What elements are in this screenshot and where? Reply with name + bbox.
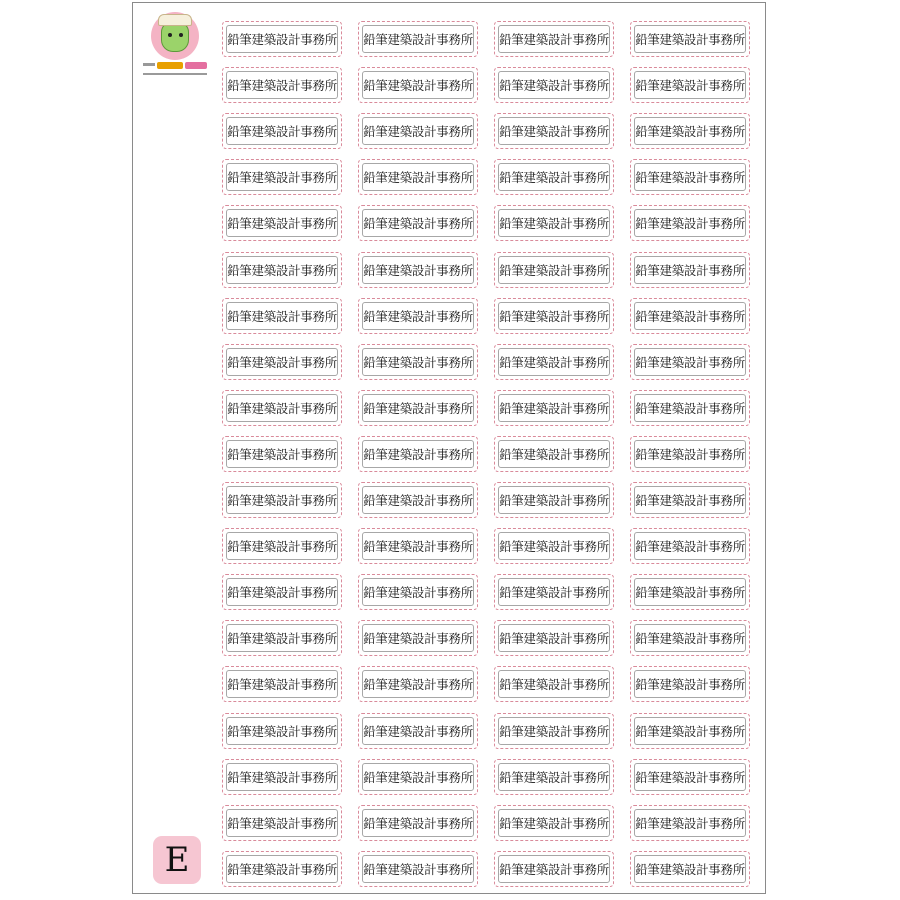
name-label-text: 鉛筆建築設計事務所 <box>499 124 609 139</box>
name-label <box>222 390 342 426</box>
name-label <box>630 298 750 334</box>
name-label <box>222 666 342 702</box>
name-label-text: 鉛筆建築設計事務所 <box>635 539 745 554</box>
name-label-text: 鉛筆建築設計事務所 <box>227 724 337 739</box>
name-label-text: 鉛筆建築設計事務所 <box>499 32 609 47</box>
name-label <box>494 67 614 103</box>
name-label-frame <box>634 25 746 53</box>
name-label <box>494 666 614 702</box>
name-label-frame <box>634 532 746 560</box>
name-label <box>358 113 478 149</box>
name-label-text: 鉛筆建築設計事務所 <box>363 355 473 370</box>
name-label-frame <box>634 163 746 191</box>
name-label-text: 鉛筆建築設計事務所 <box>227 355 337 370</box>
name-label <box>222 759 342 795</box>
name-label-frame <box>498 440 610 468</box>
name-label-frame <box>634 256 746 284</box>
name-label-frame <box>362 670 474 698</box>
name-label <box>358 713 478 749</box>
name-label-text: 鉛筆建築設計事務所 <box>227 78 337 93</box>
sheet-type-letter: E <box>164 840 190 880</box>
name-label-frame <box>362 348 474 376</box>
name-label-text: 鉛筆建築設計事務所 <box>499 78 609 93</box>
name-label-frame <box>226 440 338 468</box>
name-label-frame <box>634 809 746 837</box>
name-label <box>494 620 614 656</box>
name-label-frame <box>226 624 338 652</box>
name-label <box>494 851 614 887</box>
name-label-frame <box>498 25 610 53</box>
name-label-frame <box>362 256 474 284</box>
name-label <box>358 574 478 610</box>
name-label-frame <box>498 855 610 883</box>
name-label-frame <box>498 302 610 330</box>
name-label-text: 鉛筆建築設計事務所 <box>499 355 609 370</box>
name-label-frame <box>498 578 610 606</box>
name-label-frame <box>634 855 746 883</box>
name-label-text: 鉛筆建築設計事務所 <box>363 32 473 47</box>
name-label-frame <box>634 394 746 422</box>
name-label-text: 鉛筆建築設計事務所 <box>635 401 745 416</box>
name-label <box>494 759 614 795</box>
name-label-text: 鉛筆建築設計事務所 <box>363 124 473 139</box>
name-label <box>494 205 614 241</box>
name-label-text: 鉛筆建築設計事務所 <box>227 401 337 416</box>
name-label-text: 鉛筆建築設計事務所 <box>363 447 473 462</box>
name-label-frame <box>226 302 338 330</box>
name-label-frame <box>362 855 474 883</box>
name-label-frame <box>498 486 610 514</box>
name-label-frame <box>498 163 610 191</box>
name-label <box>222 528 342 564</box>
name-label-frame <box>362 71 474 99</box>
sheet-type-badge <box>153 836 201 884</box>
name-label-text: 鉛筆建築設計事務所 <box>499 816 609 831</box>
name-label <box>494 21 614 57</box>
name-label-text: 鉛筆建築設計事務所 <box>635 816 745 831</box>
name-label <box>358 528 478 564</box>
name-label-frame <box>634 440 746 468</box>
name-label-text: 鉛筆建築設計事務所 <box>635 770 745 785</box>
name-label-frame <box>226 532 338 560</box>
name-label <box>222 67 342 103</box>
name-label <box>630 713 750 749</box>
name-label <box>630 21 750 57</box>
mascot-logo-icon <box>141 10 209 80</box>
name-label-text: 鉛筆建築設計事務所 <box>635 724 745 739</box>
name-label-frame <box>226 348 338 376</box>
name-label-frame <box>634 209 746 237</box>
name-label <box>222 713 342 749</box>
name-label-text: 鉛筆建築設計事務所 <box>499 539 609 554</box>
name-label <box>358 21 478 57</box>
name-label-text: 鉛筆建築設計事務所 <box>227 32 337 47</box>
name-label-frame <box>362 209 474 237</box>
name-label-frame <box>226 117 338 145</box>
name-label-frame <box>226 809 338 837</box>
name-label-frame <box>362 486 474 514</box>
name-label-text: 鉛筆建築設計事務所 <box>227 862 337 877</box>
name-label <box>358 159 478 195</box>
name-label <box>358 298 478 334</box>
name-label <box>630 620 750 656</box>
name-label-text: 鉛筆建築設計事務所 <box>227 309 337 324</box>
name-label-text: 鉛筆建築設計事務所 <box>363 724 473 739</box>
name-label <box>358 252 478 288</box>
name-label-text: 鉛筆建築設計事務所 <box>635 631 745 646</box>
name-label <box>494 574 614 610</box>
name-label-text: 鉛筆建築設計事務所 <box>227 631 337 646</box>
name-label <box>630 851 750 887</box>
name-label-frame <box>362 532 474 560</box>
name-label <box>494 298 614 334</box>
name-label-text: 鉛筆建築設計事務所 <box>499 309 609 324</box>
name-label-text: 鉛筆建築設計事務所 <box>499 447 609 462</box>
name-label-text: 鉛筆建築設計事務所 <box>227 585 337 600</box>
name-label-text: 鉛筆建築設計事務所 <box>635 447 745 462</box>
name-label-text: 鉛筆建築設計事務所 <box>363 216 473 231</box>
name-label-text: 鉛筆建築設計事務所 <box>635 355 745 370</box>
name-label-frame <box>498 117 610 145</box>
name-label <box>630 436 750 472</box>
name-label-frame <box>362 578 474 606</box>
name-label-frame <box>634 763 746 791</box>
name-label-frame <box>634 624 746 652</box>
name-label-text: 鉛筆建築設計事務所 <box>363 585 473 600</box>
name-label <box>222 159 342 195</box>
name-label-text: 鉛筆建築設計事務所 <box>227 263 337 278</box>
name-label-text: 鉛筆建築設計事務所 <box>363 677 473 692</box>
name-label-text: 鉛筆建築設計事務所 <box>227 539 337 554</box>
name-label <box>358 436 478 472</box>
name-label <box>222 851 342 887</box>
name-label-frame <box>226 256 338 284</box>
name-label-frame <box>362 624 474 652</box>
name-label <box>222 298 342 334</box>
name-label-text: 鉛筆建築設計事務所 <box>363 170 473 185</box>
name-label-frame <box>362 25 474 53</box>
name-label-text: 鉛筆建築設計事務所 <box>363 401 473 416</box>
name-label <box>358 666 478 702</box>
name-label-text: 鉛筆建築設計事務所 <box>363 770 473 785</box>
name-label <box>494 344 614 380</box>
name-label-text: 鉛筆建築設計事務所 <box>499 724 609 739</box>
name-label <box>630 528 750 564</box>
name-label-frame <box>226 717 338 745</box>
name-label <box>222 620 342 656</box>
name-label <box>494 390 614 426</box>
name-label-frame <box>498 624 610 652</box>
name-label-text: 鉛筆建築設計事務所 <box>227 816 337 831</box>
name-label <box>358 390 478 426</box>
name-label-text: 鉛筆建築設計事務所 <box>635 862 745 877</box>
name-label <box>494 252 614 288</box>
name-label-frame <box>498 717 610 745</box>
name-label <box>358 205 478 241</box>
name-label-frame <box>634 486 746 514</box>
name-label-frame <box>634 348 746 376</box>
name-label-text: 鉛筆建築設計事務所 <box>227 170 337 185</box>
name-label <box>358 851 478 887</box>
name-label <box>494 159 614 195</box>
name-label-text: 鉛筆建築設計事務所 <box>363 309 473 324</box>
name-label <box>358 620 478 656</box>
name-label <box>630 482 750 518</box>
name-label <box>494 805 614 841</box>
name-label-frame <box>226 486 338 514</box>
name-label-text: 鉛筆建築設計事務所 <box>499 631 609 646</box>
name-label-text: 鉛筆建築設計事務所 <box>363 631 473 646</box>
name-label-text: 鉛筆建築設計事務所 <box>227 447 337 462</box>
name-label <box>630 759 750 795</box>
name-label-text: 鉛筆建築設計事務所 <box>363 862 473 877</box>
name-label-text: 鉛筆建築設計事務所 <box>499 493 609 508</box>
name-label-frame <box>226 763 338 791</box>
name-label-frame <box>634 717 746 745</box>
name-label-text: 鉛筆建築設計事務所 <box>363 78 473 93</box>
name-label-text: 鉛筆建築設計事務所 <box>499 216 609 231</box>
name-label <box>222 113 342 149</box>
name-label <box>222 805 342 841</box>
name-label-text: 鉛筆建築設計事務所 <box>635 216 745 231</box>
name-label <box>630 159 750 195</box>
name-label <box>222 482 342 518</box>
name-label-frame <box>498 394 610 422</box>
name-label-frame <box>498 256 610 284</box>
name-label <box>630 666 750 702</box>
name-label-text: 鉛筆建築設計事務所 <box>635 677 745 692</box>
name-label-frame <box>634 670 746 698</box>
name-label <box>630 67 750 103</box>
name-label <box>222 21 342 57</box>
name-label-text: 鉛筆建築設計事務所 <box>499 263 609 278</box>
name-label-text: 鉛筆建築設計事務所 <box>635 493 745 508</box>
name-label-text: 鉛筆建築設計事務所 <box>363 539 473 554</box>
name-label-text: 鉛筆建築設計事務所 <box>499 401 609 416</box>
name-label-text: 鉛筆建築設計事務所 <box>227 770 337 785</box>
name-label-frame <box>226 578 338 606</box>
name-label-frame <box>498 532 610 560</box>
name-label <box>494 482 614 518</box>
name-label-frame <box>634 117 746 145</box>
name-label <box>630 252 750 288</box>
name-label <box>630 113 750 149</box>
name-label <box>494 113 614 149</box>
name-label-frame <box>362 117 474 145</box>
name-label-frame <box>498 71 610 99</box>
name-label-frame <box>498 670 610 698</box>
name-label-frame <box>498 348 610 376</box>
name-label-text: 鉛筆建築設計事務所 <box>499 170 609 185</box>
name-label <box>358 344 478 380</box>
name-label-text: 鉛筆建築設計事務所 <box>635 32 745 47</box>
name-label-frame <box>226 855 338 883</box>
name-label-text: 鉛筆建築設計事務所 <box>635 170 745 185</box>
name-label-frame <box>362 763 474 791</box>
name-label-text: 鉛筆建築設計事務所 <box>363 493 473 508</box>
name-label-frame <box>226 670 338 698</box>
name-label <box>630 390 750 426</box>
name-label <box>494 528 614 564</box>
name-label-text: 鉛筆建築設計事務所 <box>635 78 745 93</box>
name-label <box>222 436 342 472</box>
name-label-text: 鉛筆建築設計事務所 <box>635 263 745 278</box>
name-label-frame <box>634 578 746 606</box>
name-label-text: 鉛筆建築設計事務所 <box>499 585 609 600</box>
name-label-text: 鉛筆建築設計事務所 <box>635 309 745 324</box>
name-label-frame <box>362 394 474 422</box>
name-label-frame <box>226 25 338 53</box>
name-label <box>494 713 614 749</box>
name-label-frame <box>498 809 610 837</box>
name-label <box>630 205 750 241</box>
name-label <box>630 344 750 380</box>
name-label-text: 鉛筆建築設計事務所 <box>499 862 609 877</box>
name-label <box>222 205 342 241</box>
name-label <box>494 436 614 472</box>
name-label-frame <box>362 809 474 837</box>
name-label-text: 鉛筆建築設計事務所 <box>227 124 337 139</box>
name-label-frame <box>362 163 474 191</box>
name-label-text: 鉛筆建築設計事務所 <box>499 770 609 785</box>
name-label-text: 鉛筆建築設計事務所 <box>635 124 745 139</box>
name-label <box>222 252 342 288</box>
name-label <box>222 574 342 610</box>
name-label-frame <box>226 71 338 99</box>
name-label-text: 鉛筆建築設計事務所 <box>499 677 609 692</box>
name-label-frame <box>362 302 474 330</box>
name-label-frame <box>226 209 338 237</box>
name-label <box>630 574 750 610</box>
name-label <box>358 482 478 518</box>
name-label-frame <box>634 71 746 99</box>
name-label-frame <box>498 209 610 237</box>
name-label <box>630 805 750 841</box>
name-label <box>222 344 342 380</box>
name-label <box>358 759 478 795</box>
name-label-text: 鉛筆建築設計事務所 <box>227 677 337 692</box>
name-label-frame <box>362 717 474 745</box>
name-label-text: 鉛筆建築設計事務所 <box>227 493 337 508</box>
name-label-text: 鉛筆建築設計事務所 <box>227 216 337 231</box>
name-label-text: 鉛筆建築設計事務所 <box>635 585 745 600</box>
name-label-frame <box>226 394 338 422</box>
name-label-frame <box>634 302 746 330</box>
name-label-frame <box>362 440 474 468</box>
name-label-text: 鉛筆建築設計事務所 <box>363 263 473 278</box>
name-label-text: 鉛筆建築設計事務所 <box>363 816 473 831</box>
name-label-frame <box>226 163 338 191</box>
name-label <box>358 67 478 103</box>
name-label-frame <box>498 763 610 791</box>
name-label <box>358 805 478 841</box>
